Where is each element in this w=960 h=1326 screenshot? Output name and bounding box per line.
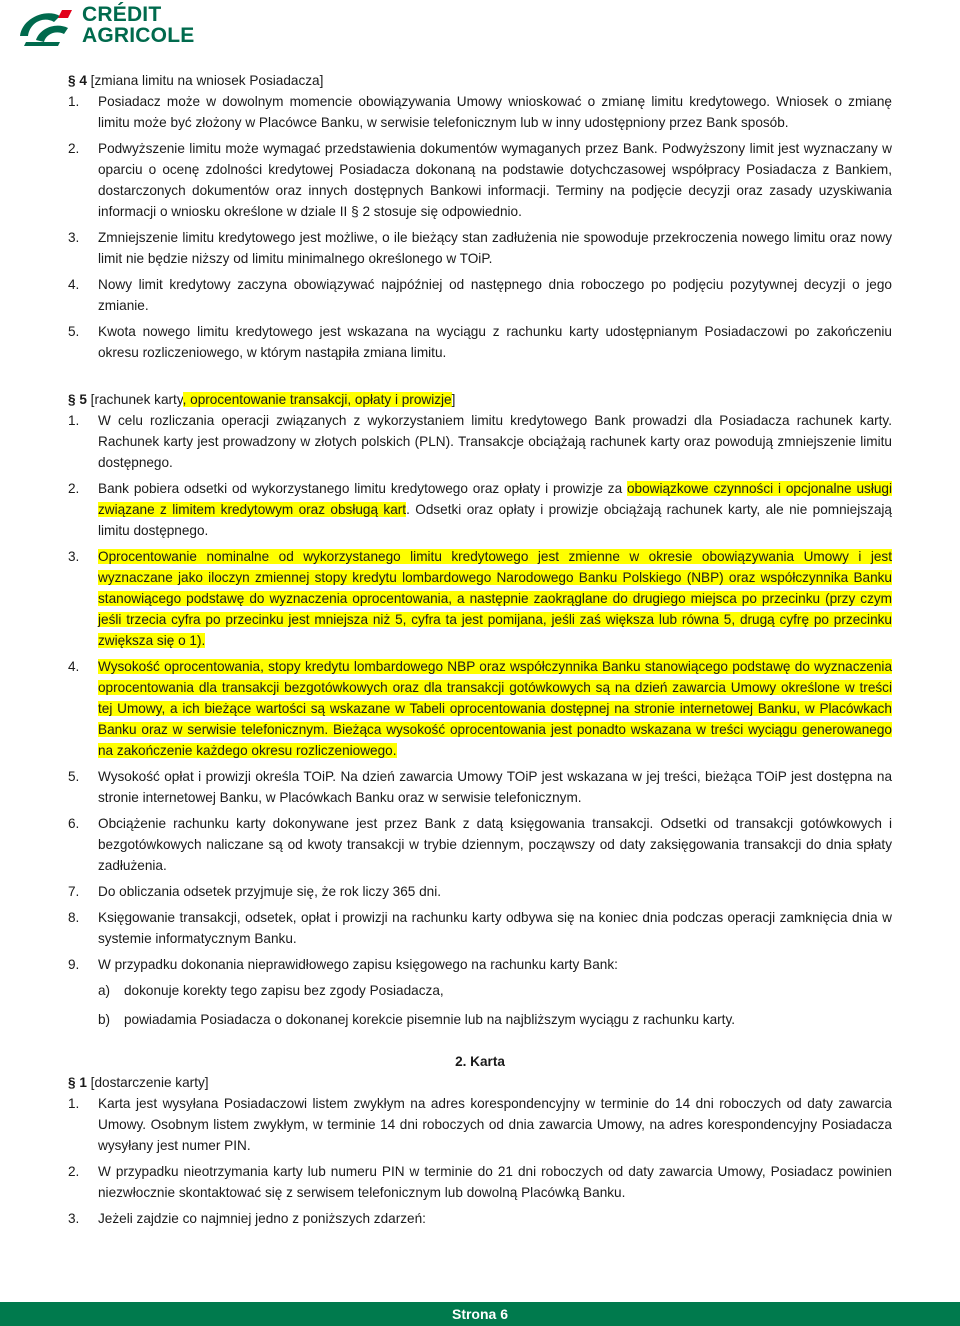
list-item xyxy=(68,138,892,222)
page-footer xyxy=(0,1302,960,1326)
item-text: Posiadacz może w dowolnym momencie obowiązywania Umowy wnioskować o zmianę limitu kredytowego. Wniosek o zmianę limitu może być złożony w Placówce Banku, w serwisie telefonicznym lub w inny udostępniony przez Bank sposób. xyxy=(98,94,892,130)
list-item xyxy=(68,91,892,133)
logo-line-1: CRÉDIT xyxy=(82,3,162,26)
highlighted-text: obowiązkowe czynności i opcjonalne usługi związane z limitem kredytowym oraz obsługą kart xyxy=(98,481,892,517)
sub-list-item xyxy=(98,1009,892,1030)
item-text xyxy=(98,478,892,541)
paragraph-symbol: § 5 xyxy=(68,392,87,407)
item-number: 5. xyxy=(68,324,80,339)
list-item xyxy=(68,546,892,651)
item-number: 8. xyxy=(68,910,80,925)
item-text xyxy=(98,656,892,761)
document-body xyxy=(68,70,892,1234)
heading-highlight: , oprocentowanie transakcji, opłaty i prowizje xyxy=(182,392,452,407)
item-number: 1. xyxy=(68,1096,80,1111)
section-heading-p5 xyxy=(68,389,892,410)
list-item xyxy=(68,1208,892,1229)
heading-text: [dostarczenie karty] xyxy=(86,1075,209,1090)
list-item xyxy=(68,1161,892,1203)
item-text: Podwyższenie limitu może wymagać przedstawienia dokumentów wymaganych przez Bank. Podwyższony limit jest wyznaczany w oparciu o ocenę zdolności kredytowej Posiadacza dokonaną na podstawie dotychczasowej współpracy Posiadacza z Bankiem, dostarczonych dokumentów oraz innych dostępnych Bankowi informacji. Terminy na podjęcie decyzji oraz zasady uzyskiwania informacji o wniosku określone w dziale II § 2 stosuje się odpowiednio. xyxy=(98,141,892,219)
sub-item-letter: b) xyxy=(98,1012,111,1027)
list-item xyxy=(68,813,892,876)
chapter-title: 2. Karta xyxy=(455,1054,505,1069)
list-item xyxy=(68,954,892,975)
heading-text: [rachunek karty xyxy=(86,392,183,407)
list-item xyxy=(68,881,892,902)
heading-text-end: ] xyxy=(451,392,456,407)
item-number: 3. xyxy=(68,230,80,245)
highlighted-text: Wysokość oprocentowania, stopy kredytu lombardowego NBP oraz współczynnika Banku stanowiącego podstawę do wyznaczenia oprocentowania dla transakcji bezgotówkowych oraz dla transakcji gotówkowych są na dzień zawarcia Umowy określone w treści tej Umowy, a ich bieżące wartości są wskazane w Tabeli oprocentowania dostępnej na stronie internetowej Banku, w Placówkach Banku oraz w serwisie telefonicznym. Bieżąca wysokość oprocentowania jest ponadto wskazana w treści wyciągu generowanego na zakończenie każdego okresu rozliczeniowego. xyxy=(98,659,892,758)
item-text xyxy=(98,546,892,651)
item-text: Obciążenie rachunku karty dokonywane jest przez Bank z datą księgowania transakcji. Odsetki od transakcji gotówkowych i bezgotówkowych naliczane są od kwoty transakcji w trybie dziennym, począwszy od daty zaksięgowania transakcji do dnia spłaty zadłużenia. xyxy=(98,816,892,873)
item-text: Wysokość opłat i prowizji określa TOiP. Na dzień zawarcia Umowy TOiP jest wskazana w jej treści, bieżąca TOiP jest dostępna na stronie internetowej Banku, w Placówkach Banku oraz w serwisie telefonicznym. xyxy=(98,769,892,805)
item-number: 7. xyxy=(68,884,80,899)
section-heading-p4 xyxy=(68,70,892,91)
logo-line-2: AGRICOLE xyxy=(82,24,195,47)
paragraph-symbol: § 1 xyxy=(68,1075,87,1090)
section-heading-s2-p1 xyxy=(68,1072,892,1093)
item-text: Do obliczania odsetek przyjmuje się, że rok liczy 365 dni. xyxy=(98,884,442,899)
sub-list-item xyxy=(98,980,892,1001)
item-text: W celu rozliczania operacji związanych z wykorzystaniem limitu kredytowego Bank prowadzi dla Posiadacza rachunek karty. Rachunek karty jest prowadzony w złotych polskich (PLN). Transakcje obciążają rachunek karty oraz powodują zmniejszenie limitu dostępnego. xyxy=(98,413,892,470)
page-number: Strona 6 xyxy=(451,1306,508,1322)
item-text-part: Bank pobiera odsetki od wykorzystanego limitu kredytowego oraz opłaty i prowizje za xyxy=(98,481,627,496)
item-text: W przypadku nieotrzymania karty lub numeru PIN w terminie do 21 dni roboczych od daty zawarcia Umowy, Posiadacz powinien niezwłocznie skontaktować się z serwisem telefonicznym lub dowolną Placówką Banku. xyxy=(98,1164,892,1200)
list-item xyxy=(68,227,892,269)
credit-agricole-logo-icon xyxy=(16,6,74,46)
logo-wordmark xyxy=(82,4,194,46)
page-header xyxy=(16,4,236,48)
item-number: 1. xyxy=(68,94,80,109)
sub-item-text: powiadamia Posiadacza o dokonanej korekcie pisemnie lub na najbliższym wyciągu z rachunku karty. xyxy=(124,1012,736,1027)
item-text: W przypadku dokonania nieprawidłowego zapisu księgowego na rachunku karty Bank: xyxy=(98,957,618,972)
item-number: 2. xyxy=(68,1164,80,1179)
item-number: 2. xyxy=(68,141,80,156)
item-number: 2. xyxy=(68,481,80,496)
list-item xyxy=(68,766,892,808)
list-item xyxy=(68,274,892,316)
item-number: 1. xyxy=(68,413,80,428)
item-text: Nowy limit kredytowy zaczyna obowiązywać najpóźniej od następnego dnia roboczego po podjęciu pozytywnej decyzji o jego zmianie. xyxy=(98,277,892,313)
item-text: Księgowanie transakcji, odsetek, opłat i prowizji na rachunku karty odbywa się na koniec dnia podczas operacji zamknięcia dnia w systemie informatycznym Banku. xyxy=(98,910,892,946)
highlighted-text: Oprocentowanie nominalne od wykorzystanego limitu kredytowego jest zmienne w okresie obowiązywania Umowy i jest wyznaczane jako iloczyn zmiennej stopy kredytu lombardowego Narodowego Banku Polskiego (NBP) oraz współczynnika Banku stanowiącego podstawę do wyznaczenia oprocentowania, a następnie zaokrąglane do drugiego miejsca po przecinku (przy czym jeśli trzecia cyfra po przecinku jest mniejsza niż 5, cyfra ta jest pomijana, jeśli zaś większa lub równa 5, drugą cyfrę po przecinku zwiększa się o 1). xyxy=(98,549,892,648)
item-text: Karta jest wysyłana Posiadaczowi listem zwykłym na adres korespondencyjny w terminie do 14 dni roboczych od daty zawarcia Umowy. Osobnym listem zwykłym, w terminie 14 dni roboczych od dnia zawarcia Umowy, na adres korespondencyjny Posiadacza wysyłany jest numer PIN. xyxy=(98,1096,892,1153)
item-number: 6. xyxy=(68,816,80,831)
list-item xyxy=(68,321,892,363)
heading-text: [zmiana limitu na wniosek Posiadacza] xyxy=(86,73,324,88)
sub-item-letter: a) xyxy=(98,983,111,998)
item-text-part: . Odsetki oraz opłaty i prowizje obciążają rachunek karty, ale nie pomniejszają limitu dostępnego. xyxy=(98,502,892,538)
list-item xyxy=(68,907,892,949)
item-number: 3. xyxy=(68,549,80,564)
item-number: 4. xyxy=(68,659,80,674)
item-number: 9. xyxy=(68,957,80,972)
item-number: 5. xyxy=(68,769,80,784)
item-text: Kwota nowego limitu kredytowego jest wskazana na wyciągu z rachunku karty udostępnianym Posiadaczowi po zakończeniu okresu rozliczeniowego, w którym nastąpiła zmiana limitu. xyxy=(98,324,892,360)
item-text: Zmniejszenie limitu kredytowego jest możliwe, o ile bieżący stan zadłużenia nie spowoduje przekroczenia nowego limitu oraz nowy limit nie będzie niższy od limitu minimalnego określonego w TOiP. xyxy=(98,230,892,266)
item-number: 3. xyxy=(68,1211,80,1226)
item-number: 4. xyxy=(68,277,80,292)
list-item xyxy=(68,478,892,541)
list-item xyxy=(68,1093,892,1156)
list-item xyxy=(68,656,892,761)
sub-item-text: dokonuje korekty tego zapisu bez zgody Posiadacza, xyxy=(124,983,444,998)
list-item xyxy=(68,410,892,473)
paragraph-symbol: § 4 xyxy=(68,73,87,88)
item-text: Jeżeli zajdzie co najmniej jedno z poniższych zdarzeń: xyxy=(98,1211,426,1226)
